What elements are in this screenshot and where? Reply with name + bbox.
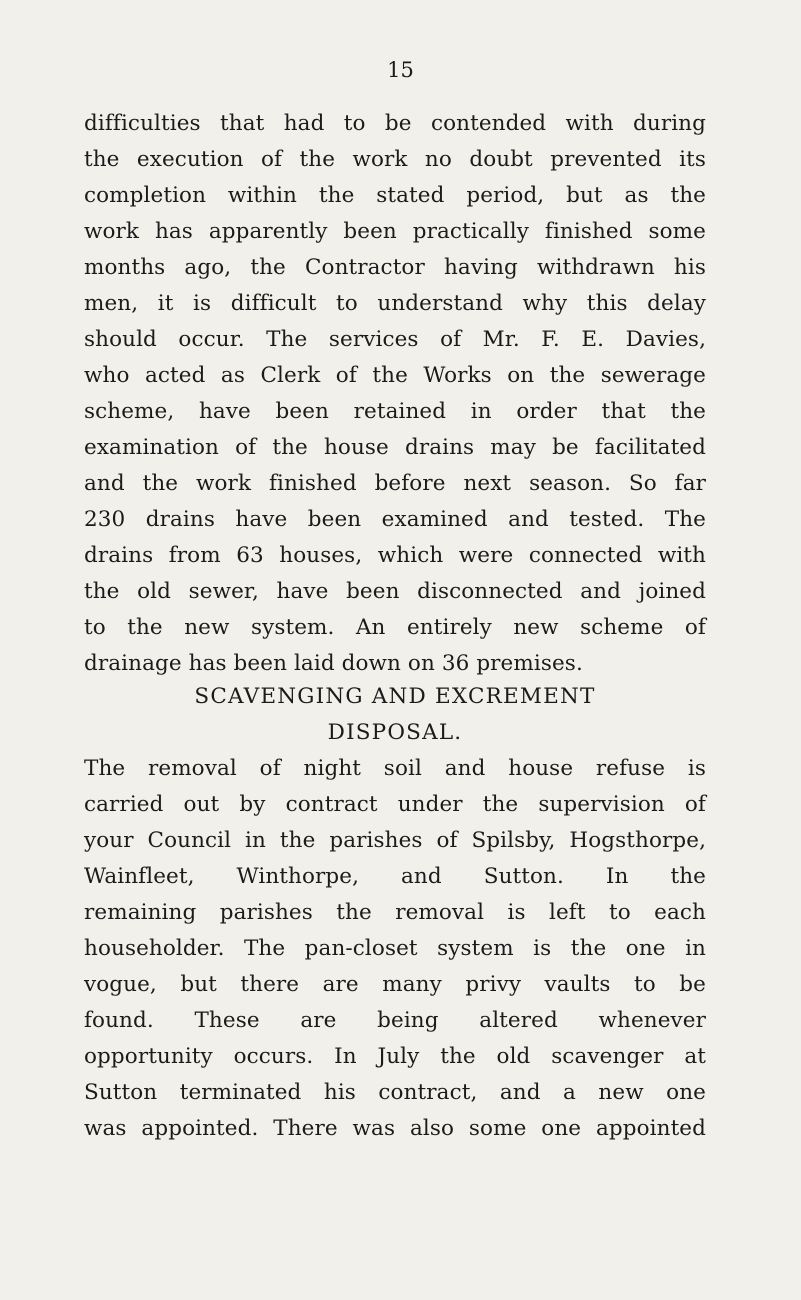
text-line: should occur. The services of Mr. F. E. Davies, <box>84 327 706 352</box>
text-line: 230 drains have been examined and tested. The <box>84 507 706 532</box>
text-line: carried out by contract under the supervision of <box>84 792 706 817</box>
text-line: householder. The pan-closet system is the one in <box>84 936 706 961</box>
text-line: men, it is difficult to understand why this delay <box>84 291 706 316</box>
paragraph-drainage-works <box>84 106 706 682</box>
text-line: was appointed. There was also some one appointed <box>84 1116 706 1141</box>
section-heading <box>84 679 706 751</box>
text-line: and the work finished before next season. So far <box>84 471 706 496</box>
text-line: The removal of night soil and house refuse is <box>84 756 706 781</box>
text-line: Wainfleet, Winthorpe, and Sutton. In the <box>84 864 706 889</box>
text-line: to the new system. An entirely new scheme of <box>84 615 706 640</box>
text-line: the old sewer, have been disconnected and joined <box>84 579 706 604</box>
page-number: 15 <box>387 58 414 82</box>
text-line: the execution of the work no doubt prevented its <box>84 147 706 172</box>
text-line: remaining parishes the removal is left to each <box>84 900 706 925</box>
text-line: vogue, but there are many privy vaults to be <box>84 972 706 997</box>
text-line: Sutton terminated his contract, and a new one <box>84 1080 706 1105</box>
text-line: found. These are being altered whenever <box>84 1008 706 1033</box>
text-line: months ago, the Contractor having withdrawn his <box>84 255 706 280</box>
text-line: difficulties that had to be contended with during <box>84 111 706 136</box>
text-line: work has apparently been practically finished some <box>84 219 706 244</box>
paragraph-scavenging <box>84 751 706 1147</box>
text-line: who acted as Clerk of the Works on the sewerage <box>84 363 706 388</box>
heading-line: SCAVENGING AND EXCREMENT <box>194 684 596 709</box>
text-line: completion within the stated period, but as the <box>84 183 706 208</box>
text-line: drainage has been laid down on 36 premises. <box>84 651 583 676</box>
text-line: opportunity occurs. In July the old scavenger at <box>84 1044 706 1069</box>
heading-line: DISPOSAL. <box>327 720 463 745</box>
text-line: scheme, have been retained in order that the <box>84 399 706 424</box>
text-line: examination of the house drains may be facilitated <box>84 435 706 460</box>
text-line: drains from 63 houses, which were connected with <box>84 543 706 568</box>
text-line: your Council in the parishes of Spilsby, Hogsthorpe, <box>84 828 706 853</box>
